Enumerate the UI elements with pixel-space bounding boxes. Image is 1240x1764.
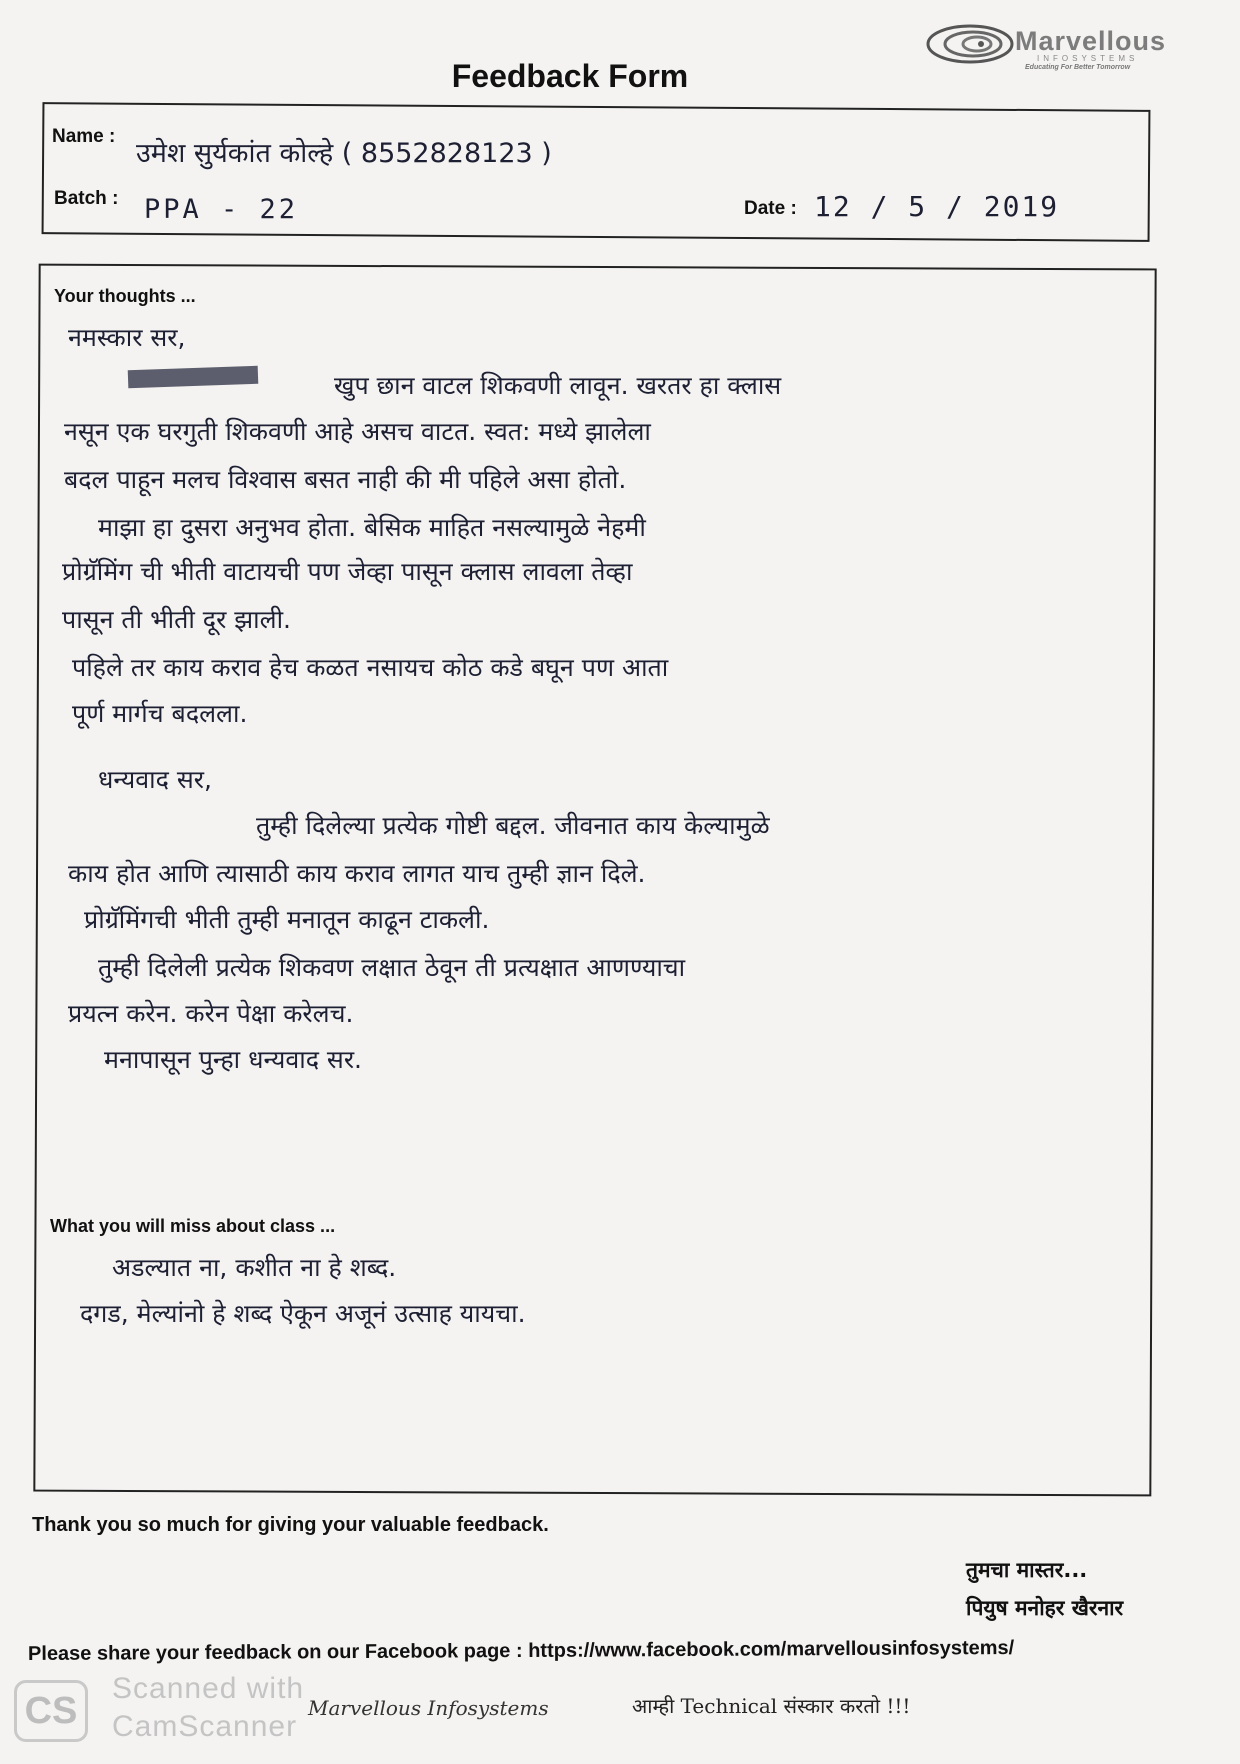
thoughts-line: माझा हा दुसरा अनुभव होता. बेसिक माहित नसल्यामुळे नेहमी [98, 513, 646, 542]
date-label: Date : [744, 198, 797, 219]
thoughts-line: प्रोग्रॅमिंगची भीती तुम्ही मनातून काढून टाकली. [84, 905, 490, 934]
watermark-line-2: CamScanner [112, 1710, 298, 1743]
batch-label: Batch : [54, 188, 119, 209]
facebook-share-text[interactable]: Please share your feedback on our Facebook page : https://www.facebook.com/marvellousinfosystems/ [27, 1636, 1015, 1666]
logo-subtitle: INFOSYSTEMS [1037, 54, 1139, 63]
thoughts-line: पासून ती भीती दूर झाली. [62, 605, 291, 634]
thoughts-label: Your thoughts ... [54, 286, 196, 306]
footer-slogan: आम्ही Technical संस्कार करतो !!! [632, 1694, 911, 1718]
watermark-line-1: Scanned with [112, 1672, 305, 1705]
thoughts-line: खुप छान वाटल शिकवणी लावून. खरतर हा क्लास [334, 371, 782, 400]
name-value: उमेश सुर्यकांत कोल्हे ( 8552828123 ) [136, 138, 552, 169]
logo-name: Marvellous [1015, 26, 1167, 56]
batch-value: PPA - 22 [144, 194, 299, 225]
date-value: 12 / 5 / 2019 [814, 190, 1060, 223]
thoughts-line: नसून एक घरगुती शिकवणी आहे असच वाटत. स्वत: मध्ये झालेला [64, 417, 651, 446]
thank-you-text: Thank you so much for giving your valuable feedback. [32, 1514, 549, 1536]
signature-line-2: पियुष मनोहर खैरनार [966, 1596, 1124, 1620]
footer-company-name: Marvellous Infosystems [308, 1696, 549, 1720]
camscanner-badge-icon: CS [14, 1680, 88, 1742]
miss-label: What you will miss about class ... [50, 1216, 336, 1236]
thoughts-line: पूर्ण मार्गच बदलला. [72, 699, 248, 728]
thoughts-line: तुम्ही दिलेली प्रत्येक शिकवण लक्षात ठेवून ती प्रत्यक्षात आणण्याचा [98, 953, 686, 982]
name-label: Name : [52, 126, 116, 147]
thoughts-line: नमस्कार सर, [68, 323, 186, 352]
thoughts-line: मनापासून पुन्हा धन्यवाद सर. [104, 1045, 362, 1074]
miss-line: दगड, मेल्यांनो हे शब्द ऐकून अजूनं उत्साह यायचा. [80, 1299, 526, 1328]
thoughts-line: काय होत आणि त्यासाठी काय कराव लागत याच तुम्ही ज्ञान दिले. [68, 859, 646, 888]
thoughts-line: तुम्ही दिलेल्या प्रत्येक गोष्टी बद्दल. जीवनात काय केल्यामुळे [256, 811, 770, 840]
form-title: Feedback Form [451, 58, 689, 94]
thoughts-line: बदल पाहून मलच विश्वास बसत नाही की मी पहिले असा होतो. [64, 465, 627, 494]
thoughts-line: पहिले तर काय कराव हेच कळत नसायच कोठ कडे बघून पण आता [72, 653, 669, 682]
thoughts-line: धन्यवाद सर, [98, 765, 212, 794]
logo-tagline: Educating For Better Tomorrow [1025, 64, 1131, 71]
signature-line-1: तुमचा मास्तर... [966, 1558, 1088, 1582]
thoughts-line: प्रोग्रॅमिंग ची भीती वाटायची पण जेव्हा पासून क्लास लावला तेव्हा [62, 557, 633, 586]
miss-line: अडल्यात ना, कशीत ना हे शब्द. [112, 1253, 397, 1282]
thoughts-line: प्रयत्न करेन. करेन पेक्षा करेलच. [68, 999, 354, 1028]
